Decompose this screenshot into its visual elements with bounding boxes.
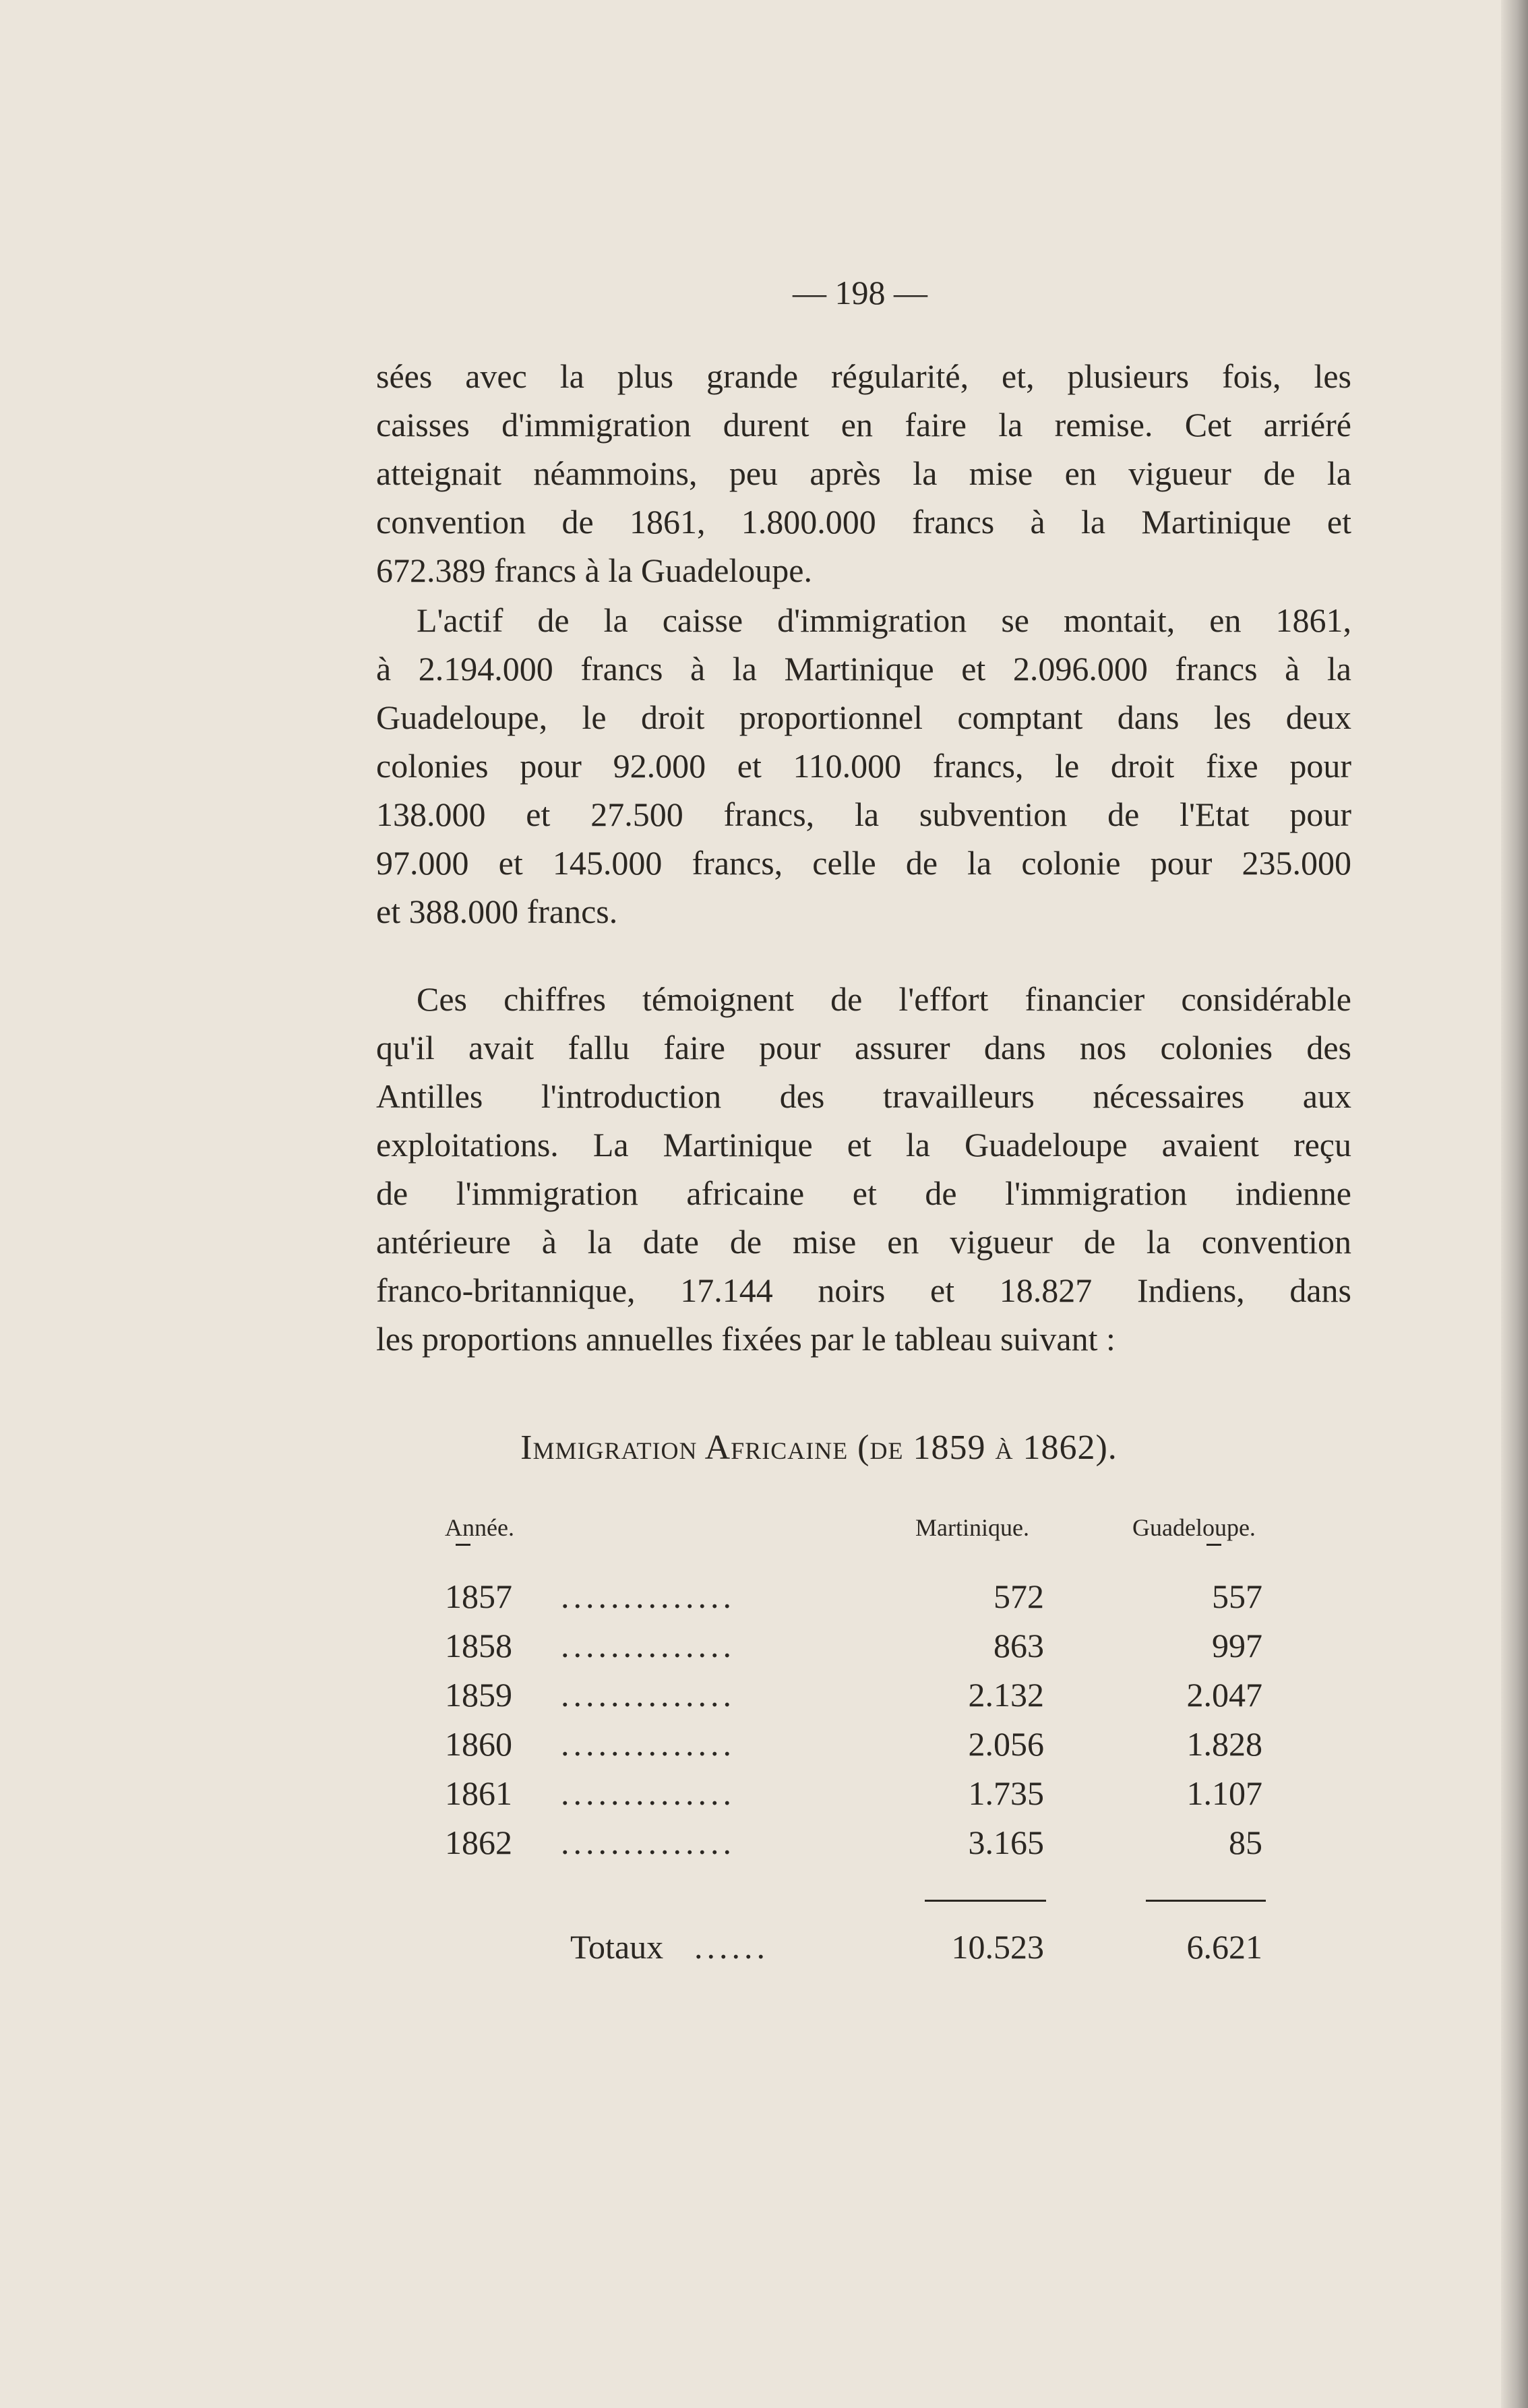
- table-title: Immigration Africaine (de 1859 à 1862).: [520, 1428, 1118, 1467]
- header-dash: [456, 1544, 470, 1546]
- guadeloupe-cell: 557: [1212, 1577, 1262, 1615]
- header-martinique: Martinique.: [915, 1514, 1029, 1541]
- text-line: Guadeloupe, le droit proportionnel comptant dans les deux: [376, 698, 1351, 736]
- text-line: 97.000 et 145.000 francs, celle de la colonie pour 235.000: [376, 844, 1351, 882]
- dot-leader: ..............: [561, 1824, 735, 1861]
- dot-leader: ..............: [561, 1676, 735, 1714]
- table-row: [0, 1621, 1528, 1670]
- year-cell: 1862: [445, 1824, 512, 1861]
- guadeloupe-cell: 1.107: [1186, 1774, 1262, 1812]
- martinique-cell: 3.165: [968, 1824, 1044, 1861]
- table-row: [0, 1818, 1528, 1867]
- text-line: et 388.000 francs.: [376, 893, 618, 930]
- total-rule-guadeloupe: [1146, 1900, 1266, 1902]
- martinique-cell: 2.056: [968, 1725, 1044, 1763]
- total-rule-martinique: [925, 1900, 1046, 1902]
- totals-row: [0, 1923, 1528, 1971]
- guadeloupe-cell: 85: [1229, 1824, 1262, 1861]
- page-edge-shadow: [1501, 0, 1528, 2408]
- text-line: les proportions annuelles fixées par le tableau suivant :: [376, 1320, 1116, 1358]
- dot-leader: ..............: [561, 1774, 735, 1812]
- text-line: atteignait néammoins, peu après la mise en vigueur de la: [376, 454, 1351, 492]
- text-line: exploitations. La Martinique et la Guadeloupe avaient reçu: [376, 1126, 1351, 1164]
- table-row: [0, 1769, 1528, 1817]
- martinique-cell: 863: [994, 1627, 1044, 1664]
- text-line: antérieure à la date de mise en vigueur de la convention: [376, 1223, 1351, 1261]
- text-line: qu'il avait fallu faire pour assurer dans nos colonies des: [376, 1029, 1351, 1066]
- year-cell: 1857: [445, 1577, 512, 1615]
- header-guadeloupe: Guadeloupe.: [1132, 1514, 1256, 1541]
- total-martinique: 10.523: [951, 1928, 1044, 1966]
- text-line: Antilles l'introduction des travailleurs nécessaires aux: [376, 1077, 1351, 1115]
- totals-leader: ......: [694, 1928, 769, 1966]
- text-line: à 2.194.000 francs à la Martinique et 2.096.000 francs à la: [376, 650, 1351, 688]
- martinique-cell: 2.132: [968, 1676, 1044, 1714]
- header-year: Année.: [445, 1514, 514, 1541]
- text-line: caisses d'immigration durent en faire la remise. Cet arriéré: [376, 406, 1351, 444]
- text-line: Ces chiffres témoignent de l'effort financier considérable: [417, 980, 1351, 1018]
- year-cell: 1861: [445, 1774, 512, 1812]
- dot-leader: ..............: [561, 1627, 735, 1664]
- year-cell: 1860: [445, 1725, 512, 1763]
- text-line: convention de 1861, 1.800.000 francs à la Martinique et: [376, 503, 1351, 541]
- table-row: [0, 1670, 1528, 1719]
- table-row: [0, 1572, 1528, 1621]
- guadeloupe-cell: 2.047: [1186, 1676, 1262, 1714]
- year-cell: 1858: [445, 1627, 512, 1664]
- year-cell: 1859: [445, 1676, 512, 1714]
- martinique-cell: 1.735: [968, 1774, 1044, 1812]
- guadeloupe-cell: 1.828: [1186, 1725, 1262, 1763]
- total-guadeloupe: 6.621: [1186, 1928, 1262, 1966]
- page-number: — 198 —: [793, 274, 927, 311]
- dot-leader: ..............: [561, 1725, 735, 1763]
- totals-label: Totaux: [570, 1928, 664, 1966]
- text-line: franco-britannique, 17.144 noirs et 18.827 Indiens, dans: [376, 1271, 1351, 1309]
- table-row: [0, 1720, 1528, 1768]
- text-line: 672.389 francs à la Guadeloupe.: [376, 551, 812, 589]
- text-line: de l'immigration africaine et de l'immigration indienne: [376, 1174, 1351, 1212]
- guadeloupe-cell: 997: [1212, 1627, 1262, 1664]
- martinique-cell: 572: [994, 1577, 1044, 1615]
- text-line: 138.000 et 27.500 francs, la subvention de l'Etat pour: [376, 795, 1351, 833]
- header-dash: [1206, 1544, 1221, 1546]
- text-line: sées avec la plus grande régularité, et, plusieurs fois, les: [376, 357, 1351, 395]
- text-line: L'actif de la caisse d'immigration se montait, en 1861,: [417, 601, 1351, 639]
- text-line: colonies pour 92.000 et 110.000 francs, le droit fixe pour: [376, 747, 1351, 785]
- dot-leader: ..............: [561, 1577, 735, 1615]
